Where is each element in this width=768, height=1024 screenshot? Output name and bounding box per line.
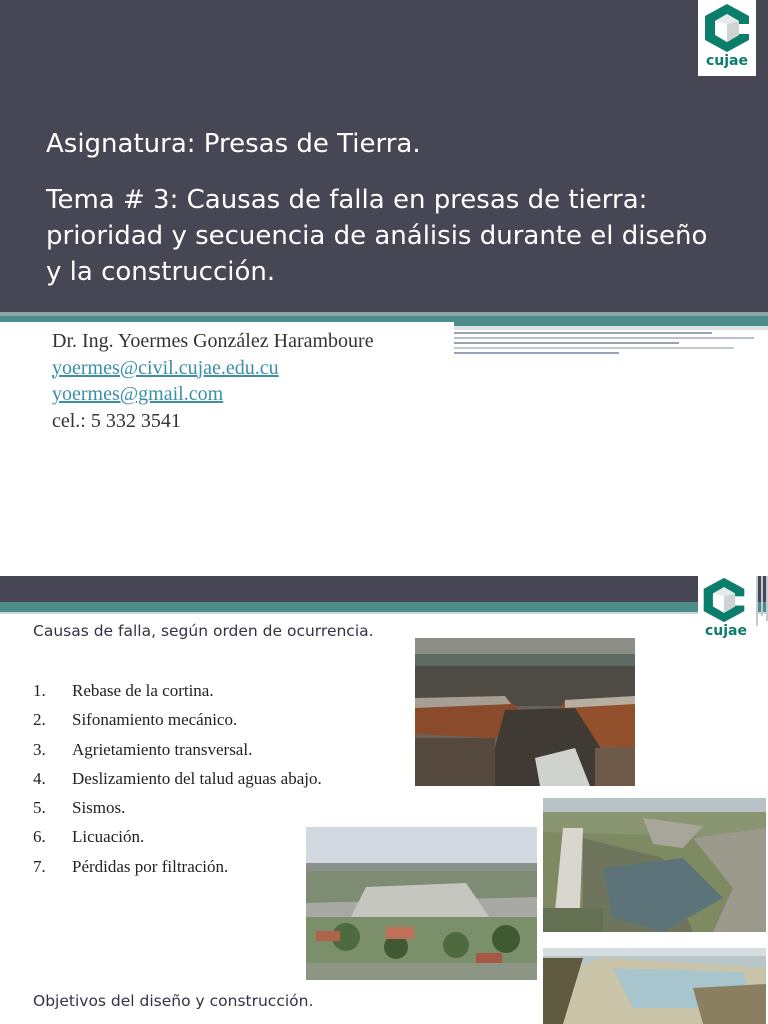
- email-link-personal[interactable]: yoermes@gmail.com: [52, 383, 224, 405]
- logo-text-2: cujae: [704, 623, 747, 639]
- email-link-institutional[interactable]: yoermes@civil.cujae.edu.cu: [52, 356, 279, 379]
- decorative-stripes: [454, 332, 768, 354]
- slide2-light-band: [0, 612, 768, 614]
- cujae-logo: [701, 2, 753, 69]
- topic-title-line3: y la construcción.: [46, 257, 276, 287]
- course-title: Asignatura: Presas de Tierra.: [46, 129, 421, 159]
- slide2-header-band: [0, 576, 768, 602]
- topic-title-line2: prioridad y secuencia de análisis durante el diseño: [46, 221, 708, 251]
- list-item: 1. Rebase de la cortina.: [33, 681, 214, 700]
- list-item: 3. Agrietamiento transversal.: [33, 739, 253, 759]
- list-item: 2. Sifonamiento mecánico.: [33, 710, 238, 730]
- list-item: 6. Licuación.: [33, 827, 145, 847]
- embankment-photo: [543, 948, 766, 1024]
- slide2-teal-band: [0, 602, 768, 612]
- content-slide: [0, 576, 768, 1024]
- list-item: 7. Pérdidas por filtración.: [33, 856, 229, 876]
- causes-list: [33, 676, 322, 881]
- cujae-logo-2: [700, 576, 752, 639]
- slide-title: [46, 126, 746, 290]
- author-contact: [52, 328, 374, 434]
- objectives-heading: Objetivos del diseño y construcción.: [33, 992, 314, 1010]
- canyon-dam-photo: [543, 798, 766, 932]
- logo-stripes: [756, 576, 768, 626]
- divider-band-pale: [454, 326, 768, 330]
- flooded-town-photo: [306, 827, 537, 980]
- breached-dam-photo: [415, 638, 635, 786]
- cube-icon: [701, 2, 753, 54]
- list-item: 5. Sismos.: [33, 798, 126, 818]
- author-name: Dr. Ing. Yoermes González Haramboure: [52, 330, 374, 352]
- causes-heading: Causas de falla, según orden de ocurrencia.: [33, 622, 374, 640]
- phone-number: cel.: 5 332 3541: [52, 409, 181, 432]
- cube-icon: [700, 576, 748, 624]
- topic-title-line1: Tema # 3: Causas de falla en presas de tierra:: [46, 185, 648, 215]
- logo-text: cujae: [705, 53, 748, 69]
- list-item: 4. Deslizamiento del talud aguas abajo.: [33, 768, 322, 788]
